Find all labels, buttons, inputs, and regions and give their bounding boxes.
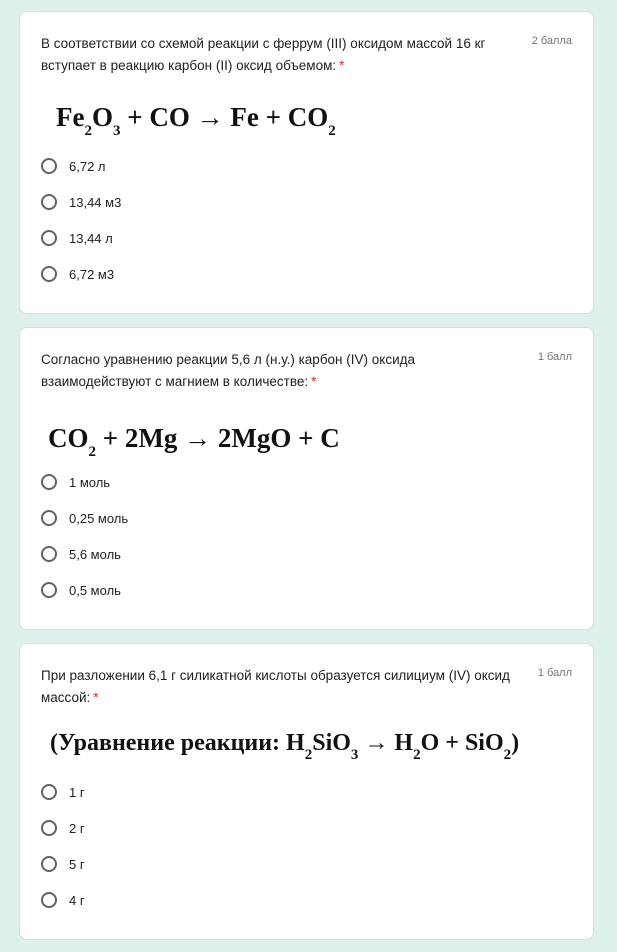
option-label: 1 моль	[69, 474, 111, 490]
option-label: 13,44 м3	[69, 194, 122, 210]
question-title: Согласно уравнению реакции 5,6 л (н.у.) карбон (IV) оксида взаимодействуют с магнием в количестве: *	[41, 352, 415, 389]
option-1[interactable]	[41, 154, 106, 178]
option-3[interactable]	[41, 852, 85, 876]
required-asterisk: *	[311, 374, 317, 389]
option-label: 1 г	[69, 784, 85, 800]
option-label: 6,72 м3	[69, 266, 115, 282]
option-2[interactable]	[41, 190, 121, 214]
radio-button[interactable]	[41, 510, 57, 526]
option-label: 6,72 л	[69, 158, 106, 174]
radio-button[interactable]	[41, 230, 57, 246]
radio-button[interactable]	[41, 194, 57, 210]
radio-button[interactable]	[41, 892, 57, 908]
reaction-equation-image: $Fe_2O_3$ + CO → $Fe + CO_2$	[56, 102, 336, 139]
radio-button[interactable]	[41, 158, 57, 174]
question-title: При разложении 6,1 г силикатной кислоты образуется силициум (IV) оксид массой: *	[41, 668, 510, 705]
question-header	[41, 665, 572, 709]
question-card-1	[19, 11, 594, 314]
question-points: 2 балла	[531, 35, 572, 47]
radio-button[interactable]	[41, 546, 57, 562]
radio-button[interactable]	[41, 856, 57, 872]
option-label: 13,44 л	[69, 230, 113, 246]
radio-button[interactable]	[41, 474, 57, 490]
option-label: 5 г	[69, 856, 85, 872]
option-1[interactable]	[41, 780, 85, 804]
option-4[interactable]	[41, 888, 85, 912]
option-label: 2 г	[69, 820, 85, 836]
option-2[interactable]	[41, 506, 128, 530]
option-4[interactable]	[41, 578, 121, 602]
option-3[interactable]	[41, 226, 113, 250]
option-3[interactable]	[41, 542, 121, 566]
radio-button[interactable]	[41, 784, 57, 800]
question-card-3	[19, 643, 594, 940]
radio-button[interactable]	[41, 266, 57, 282]
option-label: 0,25 моль	[69, 510, 129, 526]
question-header	[41, 33, 572, 77]
reaction-equation-image: (Уравнение реакции: $H_2SiO_3 \to H_2O + SiO_2$)	[50, 730, 520, 763]
question-card-2	[19, 327, 594, 630]
reaction-equation-image: $CO_2 + 2Mg \to 2MgO + C$	[48, 423, 340, 460]
option-label: 4 г	[69, 892, 85, 908]
question-title: В соответствии со схемой реакции с феррум (III) оксидом массой 16 кг вступает в реакцию карбон (II) оксид объемом: *	[41, 36, 486, 73]
question-points: 1 балл	[537, 667, 572, 679]
required-asterisk: *	[339, 58, 345, 73]
option-label: 0,5 моль	[69, 582, 121, 598]
radio-button[interactable]	[41, 582, 57, 598]
option-1[interactable]	[41, 470, 110, 494]
radio-button[interactable]	[41, 820, 57, 836]
option-2[interactable]	[41, 816, 85, 840]
required-asterisk: *	[93, 690, 99, 705]
option-4[interactable]	[41, 262, 114, 286]
question-header	[41, 349, 572, 393]
option-label: 5,6 моль	[69, 546, 121, 562]
question-points: 1 балл	[537, 351, 572, 363]
